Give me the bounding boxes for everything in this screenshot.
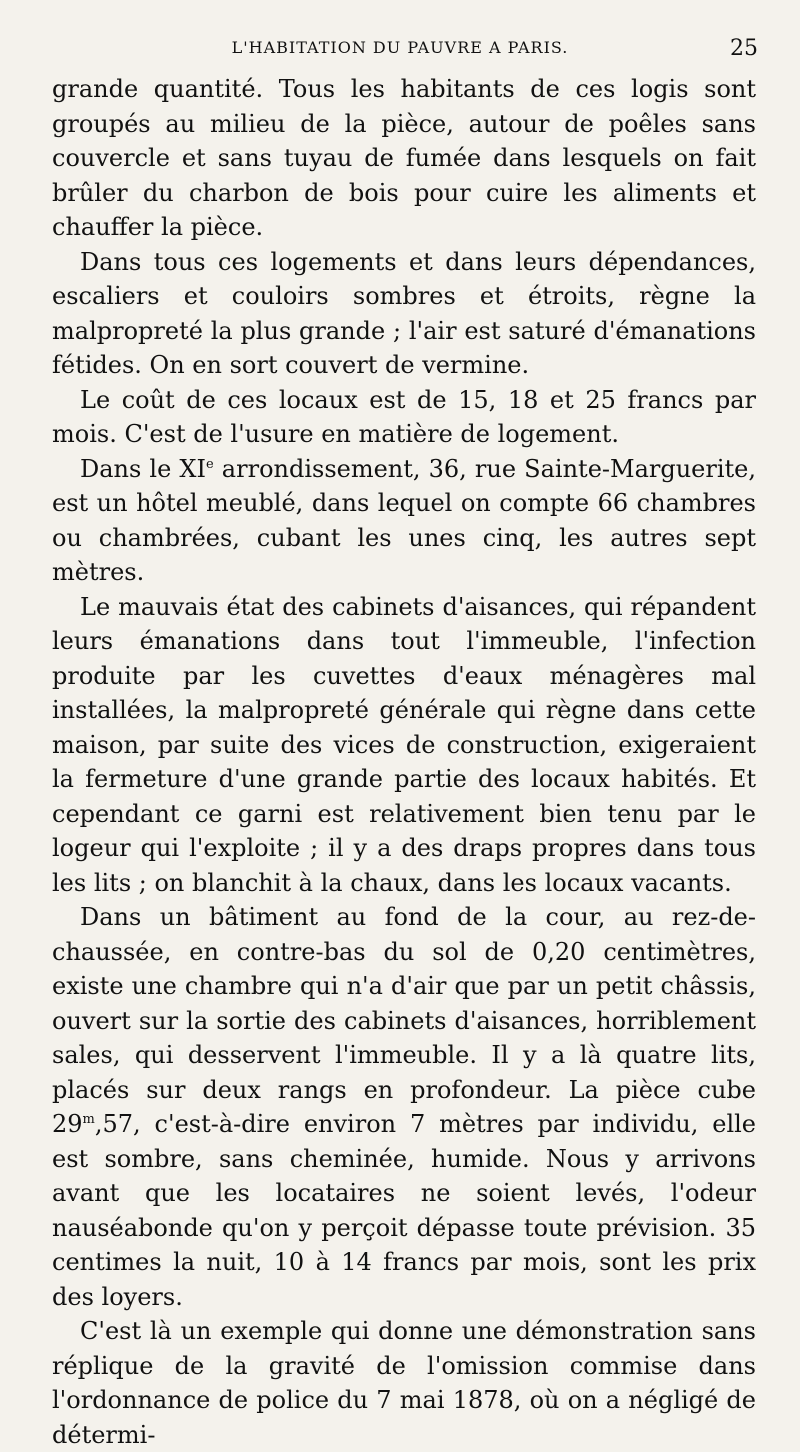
superscript-e: e bbox=[206, 456, 214, 472]
page-header bbox=[0, 38, 800, 68]
page-number: 25 bbox=[730, 36, 758, 61]
paragraph-6-before: La pièce cube 29 bbox=[52, 1075, 756, 1138]
paragraph-1: grande quantité. Tous les habitants de ces logis sont groupés au milieu de la pièce, autour de poêles sans couvercle et sans tuyau de fumée dans lesquels on fait brûler du charbon de bois pour cuire les aliments et chauffer la pièce. bbox=[52, 75, 756, 241]
paragraph-6-main: Dans un bâtiment au fond de la cour, au rez-de-chaussée, en contre-bas du sol de 0,20 centimètres, existe une chambre qui n'a d'air que par un petit châssis, ouvert sur la sortie des cabinets d'aisances, horriblement sales, qui desservent l'immeuble. Il y a là quatre lits, placés sur deux rangs en profondeur. bbox=[52, 903, 756, 1104]
paragraph-6-after: ,57, c'est-à-dire environ 7 mètres par individu, elle est sombre, sans cheminée, humide. Nous y arrivons avant que les locataires ne soient levés, l'odeur nauséabonde qu'on y perçoit dépasse toute prévision. 35 centimes la nuit, 10 à 14 francs par mois, sont les prix des loyers. bbox=[52, 1110, 756, 1311]
superscript-m: m bbox=[82, 1112, 95, 1127]
paragraph-7: C'est là un exemple qui donne une démonstration sans réplique de la gravité de l'omission commise dans l'ordonnance de police du 7 mai 1878, où on a négligé de détermi- bbox=[52, 1317, 756, 1449]
running-title: L'HABITATION DU PAUVRE A PARIS. bbox=[231, 38, 569, 57]
paragraph-2: Dans tous ces logements et dans leurs dépendances, escaliers et couloirs sombres et étroits, règne la malpropreté la plus grande ; l'air est saturé d'émanations fétides. On en sort couvert de vermine. bbox=[52, 247, 756, 379]
paragraph-5: Le mauvais état des cabinets d'aisances, qui répandent leurs émanations dans tout l'immeuble, l'infection produite par les cuvettes d'eaux ménagères mal installées, la malpropreté générale qui règne dans cette maison, par suite des vices de construction, exigeraient la fermeture d'une grande partie des locaux habités. Et cependant ce garni est relativement bien tenu par le logeur qui l'exploite ; il y a des draps propres dans tous les lits ; on blanchit à la chaux, dans les locaux vacants. bbox=[52, 592, 756, 897]
paragraph-4 bbox=[52, 452, 756, 590]
paragraph-4-before: Dans le XI bbox=[80, 454, 206, 483]
paragraph-3: Le coût de ces locaux est de 15, 18 et 25 francs par mois. C'est de l'usure en matière de logement. bbox=[52, 385, 756, 448]
paragraph-4-after: arrondissement, 36, rue Sainte-Marguerite, est un hôtel meublé, dans lequel on compte 66 chambres ou chambrées, cubant les unes cinq, les autres sept mètres. bbox=[52, 454, 757, 586]
body-text bbox=[52, 72, 756, 1452]
paragraph-6 bbox=[52, 900, 756, 1314]
